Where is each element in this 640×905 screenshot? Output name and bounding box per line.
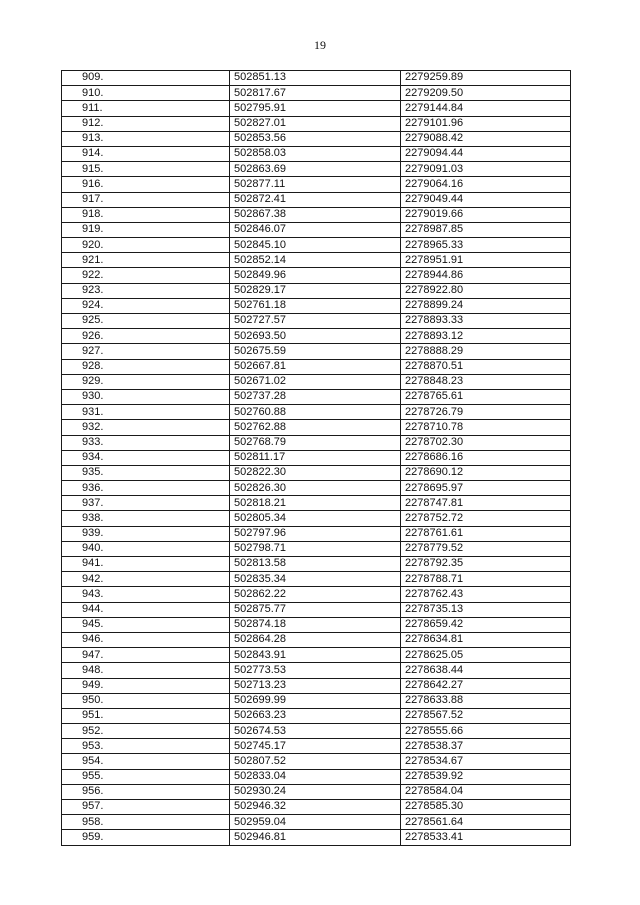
table-row — [62, 465, 571, 480]
y-coordinate-cell: 2278634.81 — [401, 632, 571, 647]
point-number-cell: 951. — [62, 708, 230, 723]
table-row — [62, 693, 571, 708]
table-row — [62, 481, 571, 496]
x-coordinate-cell: 502858.03 — [230, 146, 401, 161]
point-number-cell: 930. — [62, 389, 230, 404]
table-row — [62, 800, 571, 815]
point-number-cell: 918. — [62, 207, 230, 222]
point-number-cell: 938. — [62, 511, 230, 526]
point-number-cell: 934. — [62, 450, 230, 465]
table-row — [62, 238, 571, 253]
point-number-cell: 950. — [62, 693, 230, 708]
point-number-cell: 937. — [62, 496, 230, 511]
table-row — [62, 268, 571, 283]
x-coordinate-cell: 502813.58 — [230, 557, 401, 572]
y-coordinate-cell: 2279259.89 — [401, 71, 571, 86]
y-coordinate-cell: 2278762.43 — [401, 587, 571, 602]
x-coordinate-cell: 502693.50 — [230, 329, 401, 344]
point-number-cell: 927. — [62, 344, 230, 359]
x-coordinate-cell: 502930.24 — [230, 784, 401, 799]
y-coordinate-cell: 2278638.44 — [401, 663, 571, 678]
point-number-cell: 958. — [62, 815, 230, 830]
table-row — [62, 222, 571, 237]
point-number-cell: 946. — [62, 632, 230, 647]
point-number-cell: 943. — [62, 587, 230, 602]
point-number-cell: 932. — [62, 420, 230, 435]
point-number-cell: 935. — [62, 465, 230, 480]
x-coordinate-cell: 502843.91 — [230, 648, 401, 663]
y-coordinate-cell: 2279088.42 — [401, 131, 571, 146]
point-number-cell: 953. — [62, 739, 230, 754]
y-coordinate-cell: 2278625.05 — [401, 648, 571, 663]
table-row — [62, 511, 571, 526]
y-coordinate-cell: 2278538.37 — [401, 739, 571, 754]
table-row — [62, 754, 571, 769]
y-coordinate-cell: 2278561.64 — [401, 815, 571, 830]
y-coordinate-cell: 2278922.80 — [401, 283, 571, 298]
x-coordinate-cell: 502671.02 — [230, 374, 401, 389]
table-row — [62, 830, 571, 845]
x-coordinate-cell: 502849.96 — [230, 268, 401, 283]
y-coordinate-cell: 2278686.16 — [401, 450, 571, 465]
x-coordinate-cell: 502768.79 — [230, 435, 401, 450]
point-number-cell: 928. — [62, 359, 230, 374]
x-coordinate-cell: 502864.28 — [230, 632, 401, 647]
x-coordinate-cell: 502959.04 — [230, 815, 401, 830]
page-number: 19 — [314, 38, 326, 52]
table-row — [62, 420, 571, 435]
point-number-cell: 912. — [62, 116, 230, 131]
y-coordinate-cell: 2278702.30 — [401, 435, 571, 450]
y-coordinate-cell: 2278951.91 — [401, 253, 571, 268]
point-number-cell: 941. — [62, 557, 230, 572]
x-coordinate-cell: 502727.57 — [230, 314, 401, 329]
y-coordinate-cell: 2278690.12 — [401, 465, 571, 480]
point-number-cell: 915. — [62, 162, 230, 177]
table-row — [62, 253, 571, 268]
point-number-cell: 959. — [62, 830, 230, 845]
x-coordinate-cell: 502797.96 — [230, 526, 401, 541]
x-coordinate-cell: 502675.59 — [230, 344, 401, 359]
y-coordinate-cell: 2278534.67 — [401, 754, 571, 769]
point-number-cell: 939. — [62, 526, 230, 541]
y-coordinate-cell: 2278695.97 — [401, 481, 571, 496]
x-coordinate-cell: 502852.14 — [230, 253, 401, 268]
point-number-cell: 952. — [62, 724, 230, 739]
y-coordinate-cell: 2278788.71 — [401, 572, 571, 587]
table-row — [62, 724, 571, 739]
y-coordinate-cell: 2278870.51 — [401, 359, 571, 374]
point-number-cell: 948. — [62, 663, 230, 678]
table-row — [62, 71, 571, 86]
y-coordinate-cell: 2279064.16 — [401, 177, 571, 192]
y-coordinate-cell: 2278747.81 — [401, 496, 571, 511]
x-coordinate-cell: 502946.32 — [230, 800, 401, 815]
y-coordinate-cell: 2278539.92 — [401, 769, 571, 784]
y-coordinate-cell: 2278944.86 — [401, 268, 571, 283]
x-coordinate-cell: 502817.67 — [230, 86, 401, 101]
y-coordinate-cell: 2278585.30 — [401, 800, 571, 815]
y-coordinate-cell: 2279209.50 — [401, 86, 571, 101]
x-coordinate-cell: 502862.22 — [230, 587, 401, 602]
point-number-cell: 947. — [62, 648, 230, 663]
x-coordinate-cell: 502745.17 — [230, 739, 401, 754]
table-row — [62, 116, 571, 131]
point-number-cell: 914. — [62, 146, 230, 161]
y-coordinate-cell: 2278752.72 — [401, 511, 571, 526]
y-coordinate-cell: 2278735.13 — [401, 602, 571, 617]
table-row — [62, 374, 571, 389]
x-coordinate-cell: 502798.71 — [230, 541, 401, 556]
point-number-cell: 922. — [62, 268, 230, 283]
x-coordinate-cell: 502851.13 — [230, 71, 401, 86]
x-coordinate-cell: 502874.18 — [230, 617, 401, 632]
table-row — [62, 739, 571, 754]
x-coordinate-cell: 502822.30 — [230, 465, 401, 480]
point-number-cell: 917. — [62, 192, 230, 207]
point-number-cell: 945. — [62, 617, 230, 632]
x-coordinate-cell: 502737.28 — [230, 389, 401, 404]
point-number-cell: 924. — [62, 298, 230, 313]
x-coordinate-cell: 502674.53 — [230, 724, 401, 739]
x-coordinate-cell: 502875.77 — [230, 602, 401, 617]
x-coordinate-cell: 502818.21 — [230, 496, 401, 511]
point-number-cell: 929. — [62, 374, 230, 389]
x-coordinate-cell: 502807.52 — [230, 754, 401, 769]
table-row — [62, 587, 571, 602]
x-coordinate-cell: 502795.91 — [230, 101, 401, 116]
y-coordinate-cell: 2278765.61 — [401, 389, 571, 404]
table-row — [62, 329, 571, 344]
y-coordinate-cell: 2278848.23 — [401, 374, 571, 389]
table-row — [62, 177, 571, 192]
y-coordinate-cell: 2278965.33 — [401, 238, 571, 253]
table-row — [62, 617, 571, 632]
y-coordinate-cell: 2278584.04 — [401, 784, 571, 799]
x-coordinate-cell: 502827.01 — [230, 116, 401, 131]
table-row — [62, 283, 571, 298]
x-coordinate-cell: 502863.69 — [230, 162, 401, 177]
point-number-cell: 944. — [62, 602, 230, 617]
point-number-cell: 942. — [62, 572, 230, 587]
table-row — [62, 648, 571, 663]
y-coordinate-cell: 2278893.33 — [401, 314, 571, 329]
table-row — [62, 663, 571, 678]
x-coordinate-cell: 502946.81 — [230, 830, 401, 845]
point-number-cell: 926. — [62, 329, 230, 344]
y-coordinate-cell: 2279019.66 — [401, 207, 571, 222]
point-number-cell: 921. — [62, 253, 230, 268]
point-number-cell: 909. — [62, 71, 230, 86]
point-number-cell: 925. — [62, 314, 230, 329]
coordinates-table — [61, 70, 571, 846]
table-row — [62, 769, 571, 784]
x-coordinate-cell: 502872.41 — [230, 192, 401, 207]
y-coordinate-cell: 2278792.35 — [401, 557, 571, 572]
y-coordinate-cell: 2278567.52 — [401, 708, 571, 723]
x-coordinate-cell: 502867.38 — [230, 207, 401, 222]
table-row — [62, 86, 571, 101]
point-number-cell: 920. — [62, 238, 230, 253]
x-coordinate-cell: 502760.88 — [230, 405, 401, 420]
table-row — [62, 815, 571, 830]
x-coordinate-cell: 502663.23 — [230, 708, 401, 723]
x-coordinate-cell: 502699.99 — [230, 693, 401, 708]
table-row — [62, 632, 571, 647]
table-row — [62, 405, 571, 420]
table-row — [62, 162, 571, 177]
y-coordinate-cell: 2278642.27 — [401, 678, 571, 693]
table-row — [62, 131, 571, 146]
y-coordinate-cell: 2278633.88 — [401, 693, 571, 708]
point-number-cell: 949. — [62, 678, 230, 693]
y-coordinate-cell: 2279049.44 — [401, 192, 571, 207]
point-number-cell: 919. — [62, 222, 230, 237]
y-coordinate-cell: 2278555.66 — [401, 724, 571, 739]
point-number-cell: 911. — [62, 101, 230, 116]
point-number-cell: 955. — [62, 769, 230, 784]
table-row — [62, 784, 571, 799]
y-coordinate-cell: 2278899.24 — [401, 298, 571, 313]
y-coordinate-cell: 2279091.03 — [401, 162, 571, 177]
table-row — [62, 192, 571, 207]
point-number-cell: 933. — [62, 435, 230, 450]
x-coordinate-cell: 502877.11 — [230, 177, 401, 192]
x-coordinate-cell: 502829.17 — [230, 283, 401, 298]
point-number-cell: 910. — [62, 86, 230, 101]
y-coordinate-cell: 2278888.29 — [401, 344, 571, 359]
point-number-cell: 913. — [62, 131, 230, 146]
table-row — [62, 344, 571, 359]
table-row — [62, 101, 571, 116]
point-number-cell: 954. — [62, 754, 230, 769]
y-coordinate-cell: 2278893.12 — [401, 329, 571, 344]
coordinates-table-body — [62, 71, 571, 846]
x-coordinate-cell: 502833.04 — [230, 769, 401, 784]
table-row — [62, 496, 571, 511]
x-coordinate-cell: 502761.18 — [230, 298, 401, 313]
table-row — [62, 450, 571, 465]
x-coordinate-cell: 502773.53 — [230, 663, 401, 678]
y-coordinate-cell: 2278659.42 — [401, 617, 571, 632]
table-row — [62, 572, 571, 587]
table-row — [62, 314, 571, 329]
table-row — [62, 541, 571, 556]
point-number-cell: 957. — [62, 800, 230, 815]
x-coordinate-cell: 502853.56 — [230, 131, 401, 146]
x-coordinate-cell: 502811.17 — [230, 450, 401, 465]
point-number-cell: 936. — [62, 481, 230, 496]
table-row — [62, 435, 571, 450]
x-coordinate-cell: 502805.34 — [230, 511, 401, 526]
point-number-cell: 916. — [62, 177, 230, 192]
point-number-cell: 923. — [62, 283, 230, 298]
table-row — [62, 526, 571, 541]
y-coordinate-cell: 2278779.52 — [401, 541, 571, 556]
point-number-cell: 956. — [62, 784, 230, 799]
x-coordinate-cell: 502845.10 — [230, 238, 401, 253]
table-row — [62, 389, 571, 404]
table-row — [62, 298, 571, 313]
x-coordinate-cell: 502713.23 — [230, 678, 401, 693]
table-row — [62, 602, 571, 617]
y-coordinate-cell: 2278761.61 — [401, 526, 571, 541]
x-coordinate-cell: 502762.88 — [230, 420, 401, 435]
point-number-cell: 940. — [62, 541, 230, 556]
y-coordinate-cell: 2279101.96 — [401, 116, 571, 131]
y-coordinate-cell: 2278987.85 — [401, 222, 571, 237]
x-coordinate-cell: 502667.81 — [230, 359, 401, 374]
y-coordinate-cell: 2279144.84 — [401, 101, 571, 116]
table-row — [62, 207, 571, 222]
table-row — [62, 678, 571, 693]
y-coordinate-cell: 2279094.44 — [401, 146, 571, 161]
x-coordinate-cell: 502846.07 — [230, 222, 401, 237]
x-coordinate-cell: 502826.30 — [230, 481, 401, 496]
y-coordinate-cell: 2278533.41 — [401, 830, 571, 845]
table-row — [62, 359, 571, 374]
x-coordinate-cell: 502835.34 — [230, 572, 401, 587]
table-row — [62, 557, 571, 572]
table-row — [62, 146, 571, 161]
y-coordinate-cell: 2278726.79 — [401, 405, 571, 420]
point-number-cell: 931. — [62, 405, 230, 420]
table-row — [62, 708, 571, 723]
y-coordinate-cell: 2278710.78 — [401, 420, 571, 435]
